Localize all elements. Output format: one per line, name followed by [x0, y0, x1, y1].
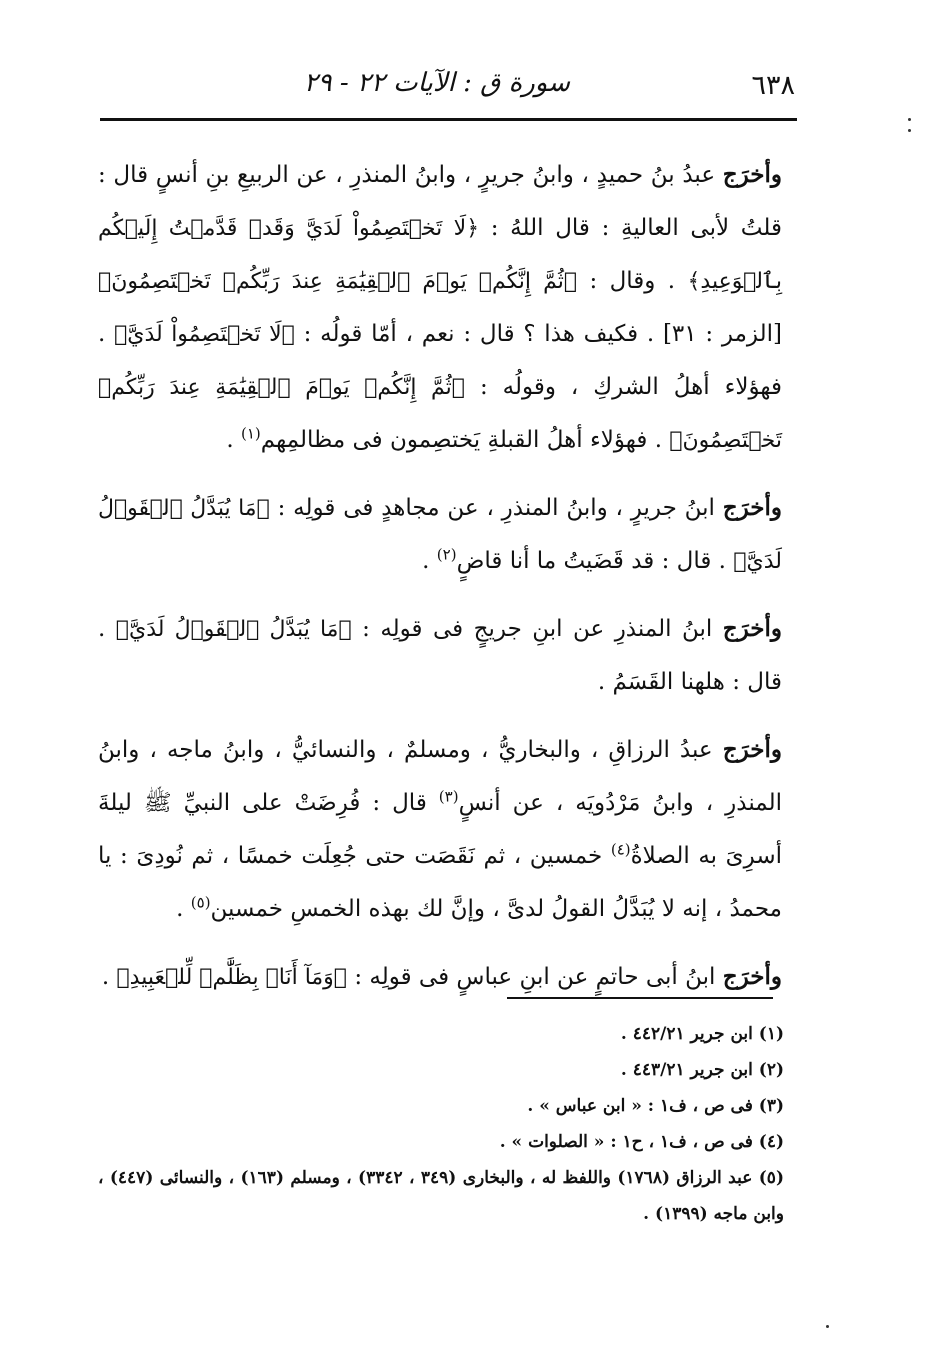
paragraph — [98, 148, 782, 467]
paragraph — [98, 481, 782, 588]
page-number: ٦٣٨ — [751, 70, 795, 101]
footnote: (٢) ابن جرير ٤٤٣/٢١ . — [620, 1060, 784, 1080]
paragraph-text: . وقال : — [577, 268, 688, 294]
paragraph-text: ابنُ المنذرِ عن ابنِ جريجٍ فى قولِه : — [351, 616, 723, 642]
header-divider — [100, 118, 797, 121]
footnote: (٥) عبد الرزاق (١٧٦٨) واللفظ له ، والبخارى (٣٤٩ ، ٣٣٤٢) ، ومسلم (١٦٣) ، والنسائى (٤٤٧) ، وابن ماجه (١٣٩٩) . — [98, 1168, 784, 1224]
scan-speck — [908, 118, 911, 121]
paragraph-text: ابنُ جريرٍ ، وابنُ المنذرِ ، عن مجاهدٍ فى قولِه : — [269, 495, 723, 521]
footnote-reference: (٣) — [438, 787, 459, 806]
paragraph-text: . قال : قد قَضَيتُ ما أنا قاضٍ — [456, 548, 734, 574]
footnotes — [98, 1016, 784, 1232]
paragraph-text: . فهؤلاء أهلُ القبلةِ يَختصِمون فى مظالمِهم — [260, 427, 670, 453]
paragraph-lead-word: وأخرَج — [722, 161, 782, 188]
footnote-divider — [507, 997, 773, 999]
main-text — [98, 148, 782, 1018]
footnote-reference: (٥) — [190, 893, 211, 912]
paragraph — [98, 950, 782, 1004]
paragraph-text: . — [422, 548, 437, 574]
paragraph-text: ابنُ أبى حاتمٍ عن ابنِ عباسٍ فى قولِه : — [347, 964, 723, 990]
paragraph-text: عبدُ الرزاقِ ، والبخاريُّ ، ومسلمٌ ، والنسائيُّ ، وابنُ ماجه ، وابنُ المنذرِ ، وابنُ مَرْدُويَه ، عن أنسٍ — [98, 737, 782, 816]
paragraph-text: . — [176, 896, 191, 922]
paragraph-lead-word: وأخرَج — [722, 963, 782, 990]
footnote: (٣) فى ص ، ف١ : « ابن عباس » . — [527, 1096, 784, 1116]
paragraph-text: . قال : هلهنا القَسَمُ . — [98, 616, 782, 695]
paragraph-lead-word: وأخرَج — [722, 736, 782, 763]
footnote: (٤) فى ص ، ف١ ، ح١ : « الصلوات » . — [499, 1132, 784, 1152]
quran-verse: ﴿ثُمَّ إِنَّكُمۡ يَوۡمَ ٱلۡقِيَٰمَةِ عِندَ رَبِّكُمۡ تَخۡتَصِمُونَ﴾ — [98, 375, 782, 453]
quran-verse: ﴿ثُمَّ إِنَّكُمۡ يَوۡمَ ٱلۡقِيَٰمَةِ عِندَ رَبِّكُمۡ تَخۡتَصِمُونَ﴾ — [98, 269, 578, 294]
paragraph-text: . — [101, 964, 117, 990]
footnote: (١) ابن جرير ٤٤٢/٢١ . — [620, 1024, 784, 1044]
scan-speck — [826, 1325, 829, 1328]
quran-verse: ﴿لَا تَخۡتَصِمُواْ لَدَيَّ﴾ — [114, 322, 295, 347]
footnote-reference: (١) — [241, 424, 261, 443]
footnote-reference: (٤) — [610, 840, 631, 859]
quran-verse: ﴿وَمَآ أَنَا۠ بِظَلَّٰمٖ لِّلۡعَبِيدِ﴾ — [116, 965, 348, 990]
page-header — [100, 60, 795, 110]
footnote-reference: (٢) — [436, 545, 457, 564]
paragraph — [98, 602, 782, 709]
quran-verse: ﴿لَا تَخۡتَصِمُواْ لَدَيَّ وَقَدۡ قَدَّمۡتُ إِلَيۡكُم بِٱلۡوَعِيدِ﴾ — [98, 216, 782, 294]
paragraph-text: قال : فُرِضَتْ على النبيِّ ﷺ ليلةَ أسرِىَ به الصلاةُ — [98, 790, 782, 869]
paragraph-text: عبدُ بنُ حميدٍ ، وابنُ جريرٍ ، وابنُ المنذرِ ، عن الربيعِ بنِ أنسٍ قال : قلتُ لأبى العاليةِ : قال اللهُ : — [98, 162, 782, 241]
quran-verse: ﴿مَا يُبَدَّلُ ٱلۡقَوۡلُ لَدَيَّ﴾ — [98, 496, 782, 574]
paragraph-text: . فهؤلاء أهلُ الشركِ ، وقولُه : — [98, 321, 782, 400]
paragraph-text: . — [226, 427, 241, 453]
paragraph-lead-word: وأخرَج — [722, 494, 782, 521]
running-title: سورة ق : الآيات ٢٢ - ٢٩ — [303, 68, 570, 98]
paragraph-lead-word: وأخرَج — [722, 615, 782, 642]
paragraph-text: [الزمر : ٣١] . فكيف هذا ؟ قال : نعم ، أمّا قولُه : — [294, 321, 782, 347]
scan-speck — [908, 129, 911, 132]
paragraph — [98, 723, 782, 936]
quran-verse: ﴿مَا يُبَدَّلُ ٱلۡقَوۡلُ لَدَيَّ﴾ — [115, 617, 352, 642]
paragraph-text: خمسين ، ثم نَقَصَت حتى جُعِلَت خمسًا ، ثم نُودِىَ : يا محمدُ ، إنه لا يُبَدَّلُ القولُ لدىَّ ، وإنَّ لك بهذه الخمسِ خمسين — [98, 843, 782, 922]
